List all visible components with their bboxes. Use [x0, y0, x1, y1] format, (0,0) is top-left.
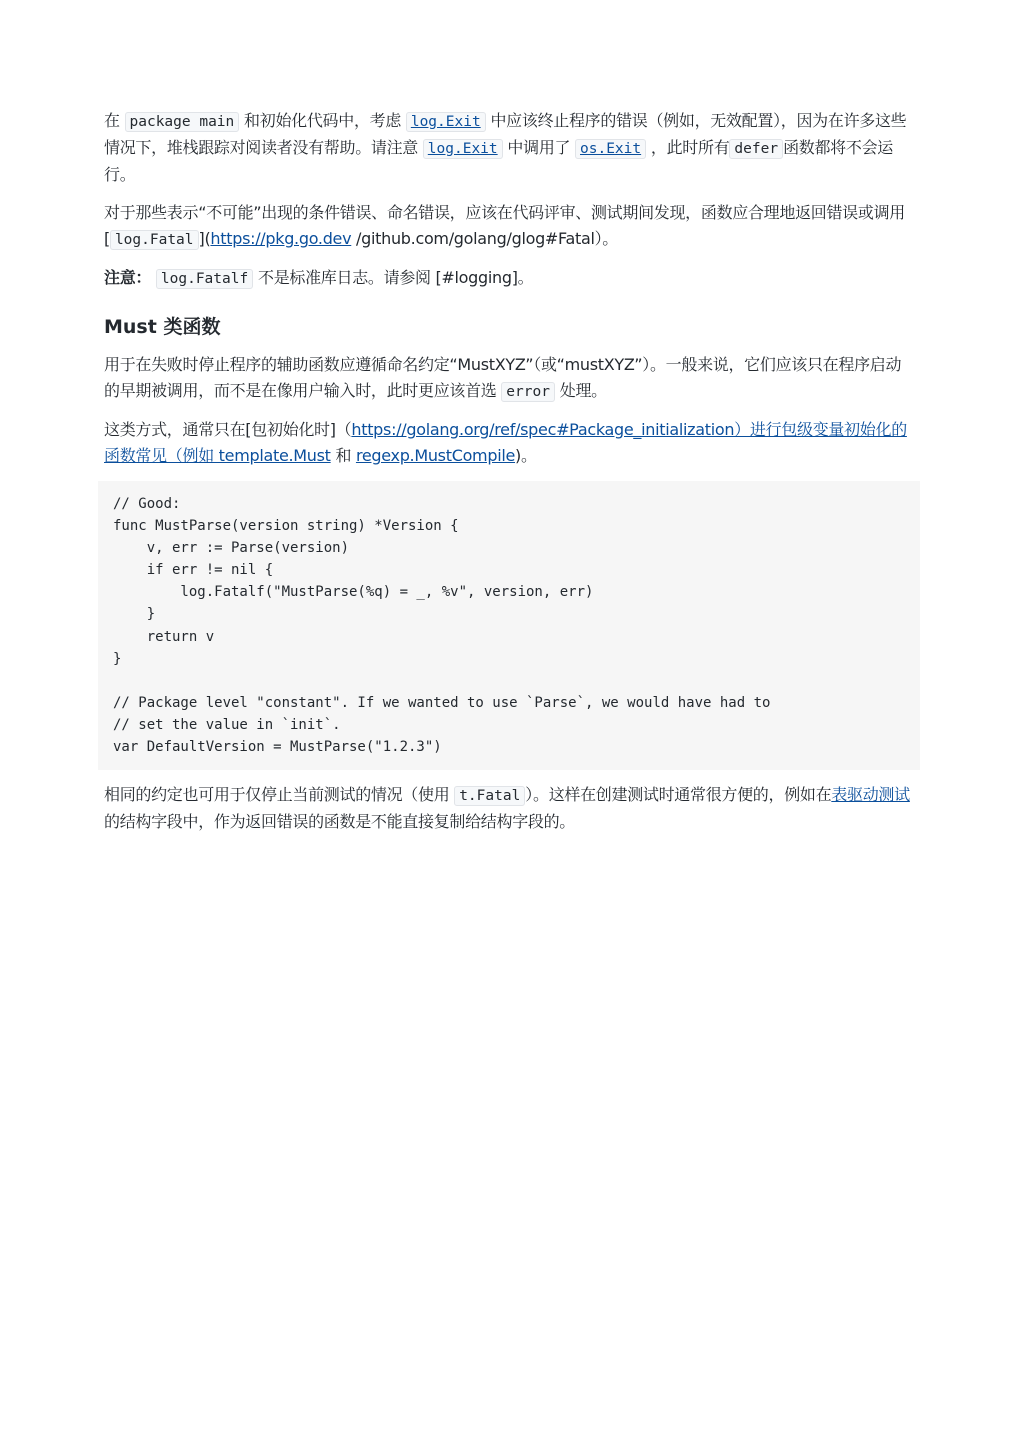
link-os-exit-code[interactable]: os.Exit — [575, 139, 646, 159]
text: 这类方式，通常只在[包初始化时]（ — [104, 420, 352, 439]
inline-code-error: error — [501, 382, 555, 402]
text: 相同的约定也可用于仅停止当前测试的情况（使用 — [104, 785, 455, 805]
inline-code-package-main: package main — [125, 112, 240, 132]
text: 不是标准库日志。请参阅 [#logging]。 — [253, 268, 534, 287]
text: /github.com/golang/glog#Fatal）。 — [351, 229, 619, 248]
text: 中应该终止程序的错误（例如，无效配置），因为在许多这些情况下，堆栈跟踪对阅读者没有帮助。请注意 — [104, 111, 907, 157]
text: )。 — [515, 446, 537, 465]
paragraph-impossible-errors — [104, 200, 914, 253]
inline-code-log-fatal: log.Fatal — [110, 230, 199, 250]
link-os-exit[interactable] — [575, 138, 646, 157]
paragraph-log-exit — [104, 108, 914, 188]
link-table-driven-tests[interactable]: 表驱动测试 — [831, 785, 910, 805]
section-heading-must-functions: Must 类函数 — [104, 316, 221, 338]
text: ]( — [198, 229, 211, 248]
paragraph-must-naming — [104, 352, 914, 405]
code-block-mustparse: // Good: func MustParse(version string) *Version { v, err := Parse(version) if err != nil { log.Fatalf("MustParse(%q) = _, %v", version, err) } return v } // Package level "constant". If we wanted to use `Parse`, we would have had to // set the value in `init`. var DefaultVersion = MustParse("1.2.3") — [98, 481, 920, 770]
text: 对于那些表示“不可能”出现的条件错误、命名错误，应该在代码评审、测试期间发现，函数应合理地返回错误或调用 [ — [104, 203, 905, 248]
text: 在 — [104, 111, 125, 130]
text: ，此时所有 — [646, 138, 730, 157]
document-page — [104, 108, 914, 847]
text: 中调用了 — [502, 138, 576, 157]
text: 函数都将不会运行。 — [104, 138, 893, 184]
text: 和 — [330, 446, 356, 465]
note-label: 注意： — [104, 268, 152, 287]
link-log-exit-code[interactable]: log.Exit — [406, 112, 486, 132]
link-pkg-go-dev[interactable]: https://pkg.go.dev — [210, 229, 352, 248]
paragraph-test-fatal — [104, 782, 914, 835]
text: 用于在失败时停止程序的辅助函数应遵循命名约定“MustXYZ”（或“mustXYZ”）。一般来说，它们应该只在程序启动的早期被调用，而不是在像用户输入时，此时更应该首选 — [104, 355, 902, 400]
link-log-exit[interactable] — [406, 111, 486, 130]
text: ）。这样在创建测试时通常很方便的，例如在 — [525, 785, 832, 805]
link-log-exit-2-code[interactable]: log.Exit — [423, 139, 503, 159]
inline-code-log-fatalf: log.Fatalf — [156, 269, 253, 289]
inline-code-t-fatal: t.Fatal — [454, 786, 525, 806]
inline-code-defer: defer — [729, 139, 783, 159]
link-log-exit-2[interactable] — [423, 138, 503, 157]
link-regexp-mustcompile[interactable]: regexp.MustCompile — [355, 446, 516, 465]
paragraph-package-init — [104, 417, 914, 469]
text: 和初始化代码中，考虑 — [239, 111, 406, 130]
text: 的结构字段中，作为返回错误的函数是不能直接复制给结构字段的。 — [104, 812, 576, 832]
link-package-initialization[interactable]: https://golang.org/ref/spec#Package_initialization）进行包级变量初始化的函数常见（例如 template.Must — [104, 420, 907, 465]
paragraph-note — [104, 265, 914, 292]
text: 处理。 — [554, 381, 607, 400]
